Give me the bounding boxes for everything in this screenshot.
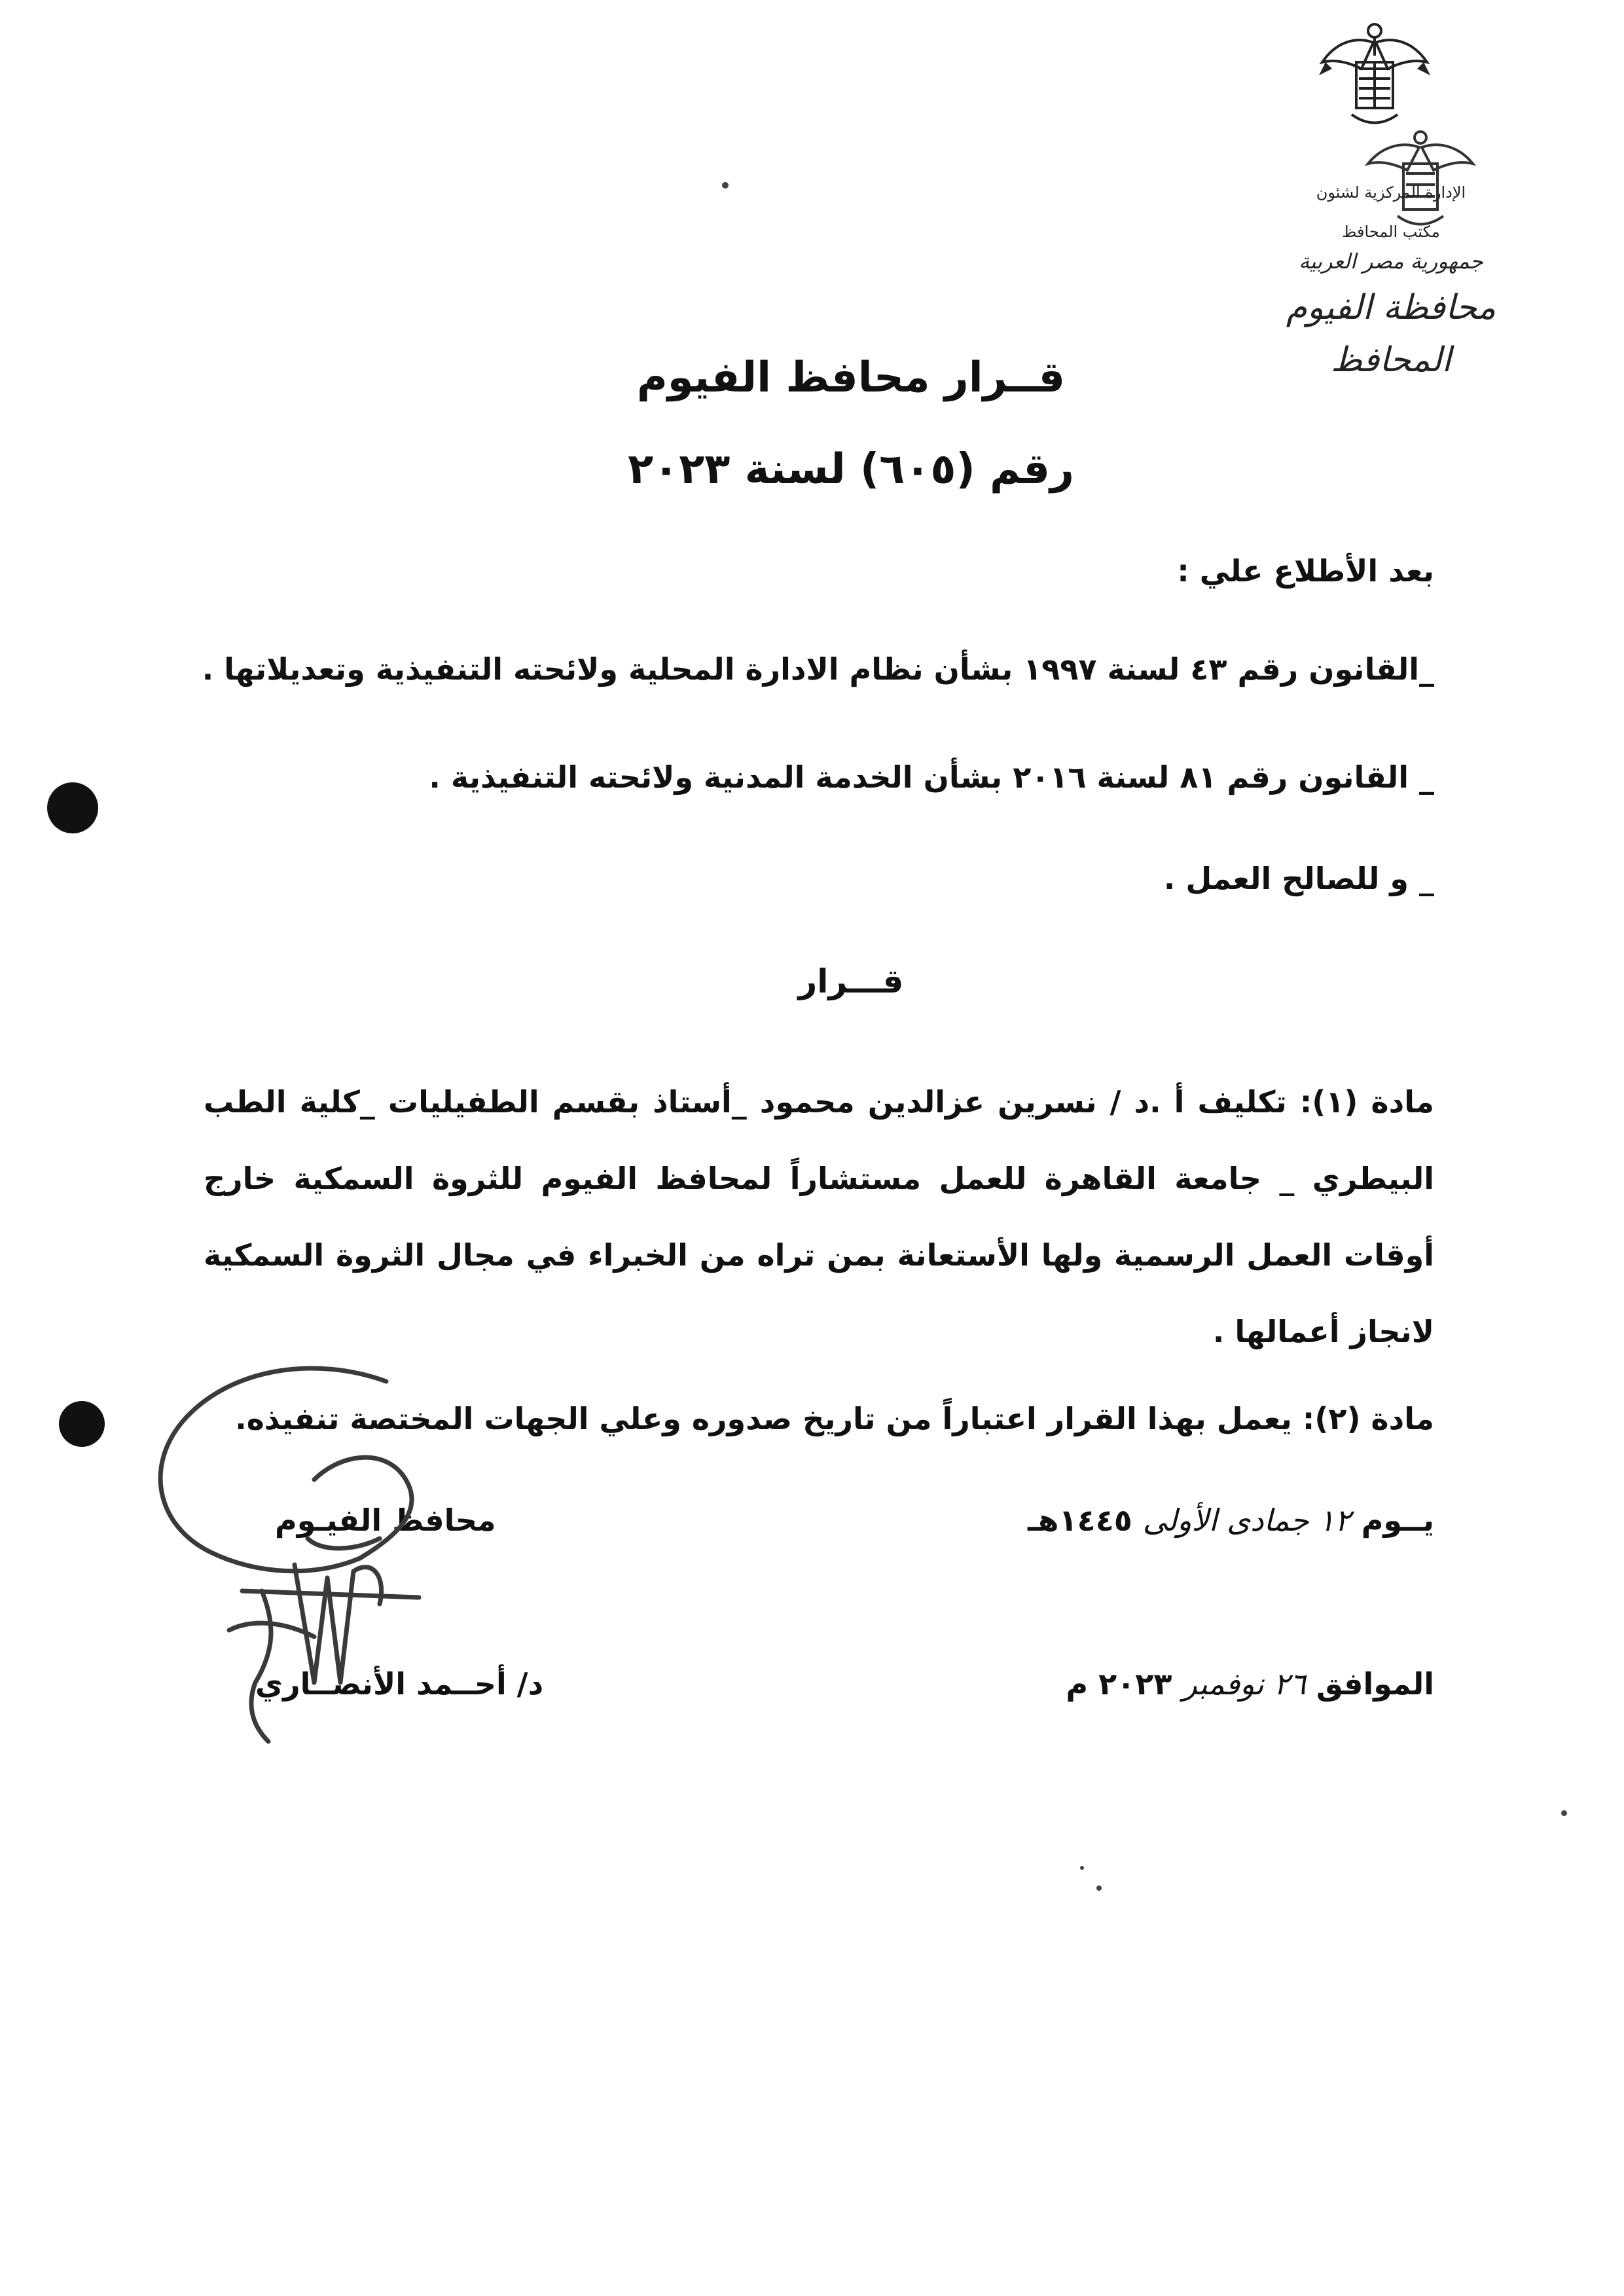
eagle-emblem-icon xyxy=(1316,16,1434,141)
gregorian-date-year: ٢٠٢٣ م xyxy=(1066,1666,1172,1702)
gregorian-date-prefix: الموافق xyxy=(1316,1666,1434,1702)
stamp-line-central-admin: الإدارة المركزية لشئون xyxy=(1316,183,1466,202)
hijri-date-prefix: يــوم xyxy=(1361,1503,1434,1538)
scan-speck xyxy=(1096,1886,1102,1891)
decree-number: رقم (٦٠٥) لسنة ٢٠٢٣ xyxy=(628,445,1074,494)
article-2: مادة (٢): يعمل بهذا القرار اعتباراً من تاريخ صدوره وعلي الجهات المختصة تنفيذه. xyxy=(235,1401,1434,1436)
preamble-item: _القانون رقم ٤٣ لسنة ١٩٩٧ بشأن نظام الادارة المحلية ولائحته التنفيذية وتعديلاتها . xyxy=(202,651,1434,687)
hijri-date xyxy=(1028,1503,1434,1538)
signatory-title: محافظ الفيـوم xyxy=(275,1503,496,1538)
stamp-line-office: مكتب المحافظ xyxy=(1342,223,1440,241)
preamble-intro: بعد الأطلاع علي : xyxy=(1177,553,1434,589)
decision-heading: قـــرار xyxy=(798,962,904,1000)
scan-speck xyxy=(722,182,729,189)
stamp-eagle-icon xyxy=(1362,124,1479,236)
signatory-name: د/ أحــمد الأنصــاري xyxy=(255,1666,544,1702)
scan-speck xyxy=(1080,1866,1084,1870)
preamble-item: _ و للصالح العمل . xyxy=(1163,861,1434,896)
scan-speck xyxy=(1561,1810,1567,1816)
gregorian-date-handwritten: ٢٦ نوفمبر xyxy=(1182,1666,1306,1702)
hijri-date-year: ١٤٤٥هـ xyxy=(1027,1503,1132,1538)
handwritten-signature xyxy=(144,1342,569,1768)
hijri-date-handwritten: ١٢ جمادى الأولى xyxy=(1142,1503,1351,1538)
stamp-line-governor: المحافظ xyxy=(1331,340,1451,380)
article-1: مادة (١): تكليف أ .د / نسرين عزالدين محمود _أستاذ بقسم الطفيليات _كلية الطب البيطري _ جامعة القاهرة للعمل مستشاراً لمحافظ الفيوم للثروة السمكية خارج أوقات العمل الرسمية ولها الأستعانة بمن تراه من الخبراء في مجال الثروة السمكية لانجاز أعمالها . xyxy=(204,1084,1434,1349)
governor-office-stamp xyxy=(1276,124,1506,412)
stamp-line-governorate: محافظة الفيوم xyxy=(1286,288,1496,327)
punch-hole xyxy=(47,782,98,833)
gregorian-date xyxy=(1066,1666,1434,1702)
stamp-line-republic: جمهورية مصر العربية xyxy=(1299,249,1483,274)
preamble-item: _ القانون رقم ٨١ لسنة ٢٠١٦ بشأن الخدمة المدنية ولائحته التنفيذية . xyxy=(429,759,1434,795)
punch-hole xyxy=(59,1401,105,1447)
decree-title: قــرار محافظ الفيوم xyxy=(636,354,1066,402)
